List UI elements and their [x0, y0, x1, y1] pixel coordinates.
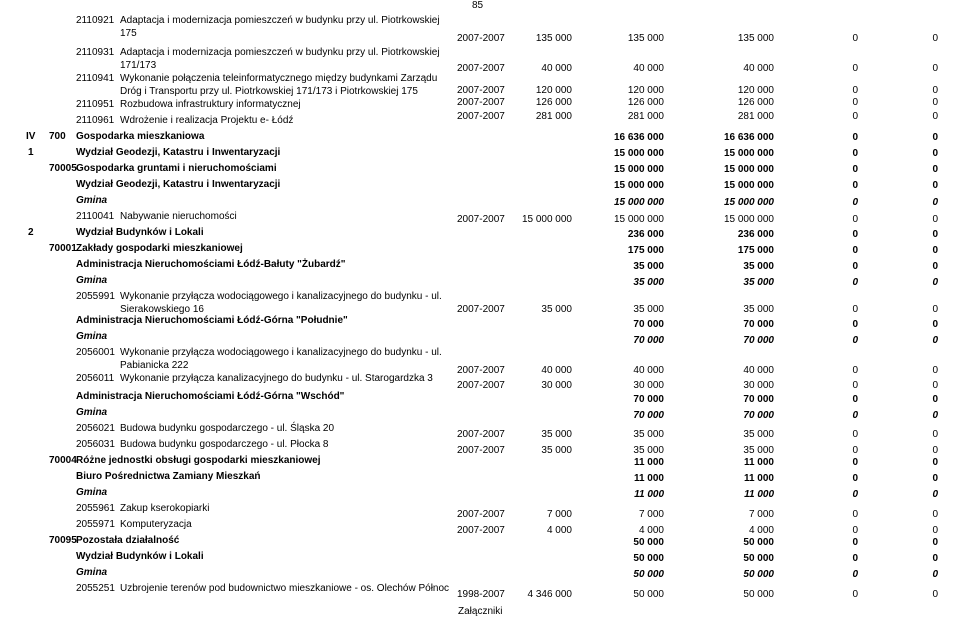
amount-c5: 0 — [932, 164, 938, 175]
amount-c5: 0 — [932, 180, 938, 191]
table-row — [0, 438, 960, 456]
amount-c2: 120 000 — [627, 85, 664, 96]
page-footer: Załączniki — [458, 606, 503, 617]
task-code: 2110951 — [76, 99, 115, 110]
row-label: Gmina — [76, 407, 108, 418]
amount-c4: 0 — [852, 569, 858, 580]
amount-c1: 35 000 — [541, 304, 572, 315]
amount-c3: 50 000 — [743, 569, 774, 580]
amount-c3: 120 000 — [737, 85, 774, 96]
amount-c2: 15 000 000 — [613, 164, 664, 175]
amount-c2: 281 000 — [627, 111, 664, 122]
amount-c1: 40 000 — [541, 63, 572, 74]
amount-c5: 0 — [932, 277, 938, 288]
amount-c3: 7 000 — [748, 509, 774, 520]
amount-c2: 50 000 — [633, 569, 664, 580]
amount-c4: 0 — [852, 365, 858, 376]
amount-c2: 40 000 — [633, 63, 664, 74]
amount-c4: 0 — [852, 319, 858, 330]
amount-c3: 4 000 — [748, 525, 774, 536]
row-label: Wydział Geodezji, Katastru i Inwentaryzacji — [76, 147, 281, 158]
amount-c4: 0 — [852, 229, 858, 240]
table-row — [0, 258, 960, 272]
table-row — [0, 566, 960, 580]
classification-code: 70004 — [49, 455, 77, 466]
table-row — [0, 72, 960, 97]
amount-c4: 0 — [852, 537, 858, 548]
amount-c2: 236 000 — [627, 229, 664, 240]
classification-code: 70005 — [49, 163, 77, 174]
task-description: Nabywanie nieruchomości — [120, 211, 237, 222]
task-description-cont: Sierakowskiego 16 — [120, 304, 204, 315]
task-code: 2055991 — [76, 291, 115, 302]
amount-c1: 4 000 — [546, 525, 572, 536]
amount-c5: 0 — [932, 380, 938, 391]
amount-c5: 0 — [932, 132, 938, 143]
task-code: 2110961 — [76, 115, 115, 126]
amount-c4: 0 — [852, 445, 858, 456]
period: 2007-2007 — [457, 380, 505, 391]
amount-c4: 0 — [852, 589, 858, 600]
amount-c3: 281 000 — [737, 111, 774, 122]
row-label: Administracja Nieruchomościami Łódź-Górna "Wschód" — [76, 391, 345, 402]
period: 2007-2007 — [457, 429, 505, 440]
amount-c3: 236 000 — [737, 229, 774, 240]
amount-c2: 70 000 — [633, 335, 664, 346]
amount-c5: 0 — [932, 111, 938, 122]
row-label: Wydział Budynków i Lokali — [76, 227, 204, 238]
amount-c5: 0 — [932, 509, 938, 520]
table-row — [0, 274, 960, 288]
amount-c4: 0 — [852, 429, 858, 440]
amount-c3: 15 000 000 — [723, 197, 774, 208]
table-row — [0, 194, 960, 208]
table-row — [0, 330, 960, 346]
amount-c3: 15 000 000 — [723, 164, 774, 175]
amount-c2: 35 000 — [633, 445, 664, 456]
amount-c4: 0 — [852, 180, 858, 191]
table-row — [0, 372, 960, 391]
amount-c5: 0 — [932, 85, 938, 96]
table-row — [0, 518, 960, 536]
amount-c4: 0 — [852, 553, 858, 564]
row-label: Gospodarka gruntami i nieruchomościami — [76, 163, 277, 174]
amount-c4: 0 — [852, 63, 858, 74]
amount-c2: 15 000 000 — [613, 214, 664, 225]
amount-c2: 11 000 — [634, 489, 664, 500]
amount-c2: 35 000 — [633, 261, 664, 272]
amount-c5: 0 — [932, 335, 938, 346]
task-description: Budowa budynku gospodarczego - ul. Śląska 20 — [120, 423, 335, 434]
amount-c4: 0 — [852, 509, 858, 520]
amount-c1: 40 000 — [541, 365, 572, 376]
task-code: 2110921 — [76, 15, 115, 26]
task-description: Wykonanie przyłącza wodociągowego i kanalizacyjnego do budynku - ul. — [120, 347, 442, 358]
amount-c3: 11 000 — [743, 457, 774, 468]
task-description-cont: 175 — [120, 28, 137, 39]
row-label: Biuro Pośrednictwa Zamiany Mieszkań — [76, 471, 261, 482]
period: 2007-2007 — [457, 304, 505, 315]
amount-c4: 0 — [852, 85, 858, 96]
amount-c4: 0 — [852, 473, 858, 484]
task-description: Adaptacja i modernizacja pomieszczeń w budynku przy ul. Piotrkowskiej — [120, 47, 440, 58]
table-row — [0, 146, 960, 159]
row-label: Gmina — [76, 275, 108, 286]
task-description: Rozbudowa infrastruktury informatycznej — [120, 99, 301, 110]
amount-c2: 135 000 — [627, 33, 664, 44]
table-row — [0, 486, 960, 500]
amount-c3: 35 000 — [743, 304, 774, 315]
classification-code: 700 — [49, 131, 66, 142]
amount-c3: 35 000 — [743, 261, 774, 272]
row-label: Wydział Budynków i Lokali — [76, 551, 204, 562]
table-row — [0, 290, 960, 315]
amount-c3: 15 000 000 — [723, 214, 774, 225]
row-label: Zakłady gospodarki mieszkaniowej — [76, 243, 243, 254]
task-code: 2056001 — [76, 347, 115, 358]
table-row — [0, 502, 960, 520]
row-label: Różne jednostki obsługi gospodarki mieszkaniowej — [76, 455, 321, 466]
task-description-cont: 171/173 — [120, 60, 157, 71]
table-row — [0, 97, 960, 110]
amount-c1: 4 346 000 — [527, 589, 572, 600]
amount-c3: 15 000 000 — [723, 148, 774, 159]
amount-c4: 0 — [852, 164, 858, 175]
amount-c1: 35 000 — [541, 445, 572, 456]
task-code: 2110941 — [76, 73, 115, 84]
task-description-cont: Dróg i Transportu przy ul. Piotrkowskiej 171/173 i Piotrkowskiej 175 — [120, 86, 418, 97]
amount-c1: 135 000 — [535, 33, 572, 44]
amount-c5: 0 — [932, 319, 938, 330]
table-row — [0, 406, 960, 421]
task-description-cont: Pabianicka 222 — [120, 360, 189, 371]
amount-c2: 30 000 — [633, 380, 664, 391]
table-row — [0, 226, 960, 240]
amount-c3: 35 000 — [743, 277, 774, 288]
amount-c4: 0 — [852, 525, 858, 536]
amount-c1: 15 000 000 — [521, 214, 572, 225]
row-label: Administracja Nieruchomościami Łódź-Bałuty "Żubardź" — [76, 259, 346, 270]
amount-c4: 0 — [852, 277, 858, 288]
amount-c5: 0 — [932, 229, 938, 240]
amount-c3: 175 000 — [737, 245, 774, 256]
period: 2007-2007 — [457, 525, 505, 536]
amount-c5: 0 — [932, 261, 938, 272]
amount-c4: 0 — [852, 335, 858, 346]
amount-c3: 70 000 — [743, 335, 774, 346]
amount-c3: 11 000 — [743, 473, 774, 484]
amount-c5: 0 — [932, 148, 938, 159]
row-label: Gmina — [76, 487, 108, 498]
amount-c2: 50 000 — [633, 537, 664, 548]
task-code: 2110931 — [76, 47, 115, 58]
amount-c2: 175 000 — [627, 245, 664, 256]
amount-c3: 135 000 — [737, 33, 774, 44]
table-row — [0, 454, 960, 468]
row-label: Gmina — [76, 195, 108, 206]
amount-c5: 0 — [932, 569, 938, 580]
amount-c1: 281 000 — [535, 111, 572, 122]
period: 2007-2007 — [457, 509, 505, 520]
table-row — [0, 390, 960, 405]
period: 2007-2007 — [457, 33, 505, 44]
classification-code: 70095 — [49, 535, 77, 546]
amount-c2: 35 000 — [633, 429, 664, 440]
row-label: Wydział Geodezji, Katastru i Inwentaryzacji — [76, 179, 281, 190]
amount-c5: 0 — [932, 214, 938, 225]
amount-c4: 0 — [852, 33, 858, 44]
amount-c4: 0 — [852, 410, 858, 421]
amount-c3: 70 000 — [743, 410, 774, 421]
amount-c2: 70 000 — [633, 319, 664, 330]
period: 2007-2007 — [457, 445, 505, 456]
amount-c4: 0 — [852, 394, 858, 405]
task-code: 2056011 — [76, 373, 115, 384]
amount-c3: 15 000 000 — [723, 180, 774, 191]
amount-c5: 0 — [932, 537, 938, 548]
period: 2007-2007 — [457, 365, 505, 376]
amount-c5: 0 — [932, 97, 938, 108]
amount-c5: 0 — [932, 525, 938, 536]
amount-c3: 126 000 — [737, 97, 774, 108]
task-code: 2056021 — [76, 423, 115, 434]
amount-c3: 40 000 — [743, 365, 774, 376]
amount-c5: 0 — [932, 197, 938, 208]
amount-c2: 4 000 — [638, 525, 664, 536]
amount-c3: 50 000 — [743, 553, 774, 564]
amount-c2: 11 000 — [633, 473, 664, 484]
row-label: Gmina — [76, 331, 108, 342]
amount-c1: 35 000 — [541, 429, 572, 440]
amount-c4: 0 — [852, 261, 858, 272]
amount-c5: 0 — [932, 394, 938, 405]
amount-c5: 0 — [932, 553, 938, 564]
table-row — [0, 130, 960, 143]
task-description: Budowa budynku gospodarczego - ul. Płocka 8 — [120, 439, 329, 450]
amount-c5: 0 — [932, 429, 938, 440]
amount-c1: 30 000 — [541, 380, 572, 391]
amount-c5: 0 — [932, 245, 938, 256]
amount-c5: 0 — [932, 457, 938, 468]
table-row — [0, 534, 960, 548]
amount-c3: 35 000 — [743, 445, 774, 456]
period: 2007-2007 — [457, 85, 505, 96]
amount-c3: 30 000 — [743, 380, 774, 391]
amount-c1: 7 000 — [546, 509, 572, 520]
table-row — [0, 162, 960, 175]
table-row — [0, 582, 960, 600]
table-row — [0, 550, 960, 564]
task-code: 2110041 — [76, 211, 115, 222]
section-level: IV — [26, 131, 36, 142]
amount-c5: 0 — [932, 33, 938, 44]
classification-code: 70001 — [49, 243, 77, 254]
amount-c5: 0 — [932, 304, 938, 315]
amount-c4: 0 — [852, 197, 858, 208]
table-row — [0, 470, 960, 484]
amount-c2: 35 000 — [633, 277, 664, 288]
amount-c4: 0 — [852, 245, 858, 256]
amount-c2: 70 000 — [633, 394, 664, 405]
page-number: 85 — [472, 0, 484, 11]
amount-c4: 0 — [852, 457, 858, 468]
table-row — [0, 111, 960, 126]
task-description: Adaptacja i modernizacja pomieszczeń w budynku przy ul. Piotrkowskiej — [120, 15, 440, 26]
table-row — [0, 422, 960, 440]
amount-c2: 15 000 000 — [613, 180, 664, 191]
task-code: 2056031 — [76, 439, 115, 450]
table-row — [0, 346, 960, 376]
task-description: Zakup kserokopiarki — [120, 503, 210, 514]
task-description: Wykonanie połączenia teleinformatycznego między budynkami Zarządu — [120, 73, 438, 84]
table-row — [0, 178, 960, 191]
amount-c4: 0 — [852, 111, 858, 122]
period: 2007-2007 — [457, 111, 505, 122]
amount-c2: 16 636 000 — [613, 132, 664, 143]
amount-c3: 35 000 — [743, 429, 774, 440]
amount-c4: 0 — [852, 214, 858, 225]
row-label: Gmina — [76, 567, 108, 578]
unit-number: 2 — [28, 227, 34, 238]
row-label: Pozostała działalność — [76, 535, 180, 546]
period: 2007-2007 — [457, 63, 505, 74]
amount-c4: 0 — [852, 304, 858, 315]
row-label: Administracja Nieruchomościami Łódź-Górna "Południe" — [76, 315, 348, 326]
amount-c3: 16 636 000 — [723, 132, 774, 143]
task-code: 2055251 — [76, 583, 115, 594]
period: 2007-2007 — [457, 214, 505, 225]
task-description: Wykonanie przyłącza wodociągowego i kanalizacyjnego do budynku - ul. — [120, 291, 442, 302]
table-row — [0, 210, 960, 225]
amount-c5: 0 — [932, 473, 938, 484]
amount-c5: 0 — [932, 410, 938, 421]
amount-c2: 50 000 — [633, 553, 664, 564]
amount-c5: 0 — [932, 445, 938, 456]
amount-c3: 50 000 — [743, 589, 774, 600]
amount-c4: 0 — [852, 148, 858, 159]
amount-c2: 11 000 — [633, 457, 664, 468]
table-row — [0, 242, 960, 256]
task-description: Wykonanie przyłącza kanalizacyjnego do budynku - ul. Starogardzka 3 — [120, 373, 433, 384]
amount-c4: 0 — [852, 489, 858, 500]
task-code: 2055971 — [76, 519, 115, 530]
amount-c3: 70 000 — [743, 394, 774, 405]
amount-c5: 0 — [932, 365, 938, 376]
task-description: Uzbrojenie terenów pod budownictwo mieszkaniowe - os. Olechów Północ — [120, 583, 450, 594]
amount-c3: 40 000 — [743, 63, 774, 74]
amount-c1: 120 000 — [535, 85, 572, 96]
amount-c4: 0 — [852, 380, 858, 391]
amount-c2: 15 000 000 — [613, 148, 664, 159]
table-row — [0, 46, 960, 74]
unit-number: 1 — [28, 147, 34, 158]
period: 1998-2007 — [457, 589, 505, 600]
amount-c3: 70 000 — [743, 319, 774, 330]
amount-c1: 126 000 — [535, 97, 572, 108]
row-label: Gospodarka mieszkaniowa — [76, 131, 205, 142]
amount-c2: 70 000 — [633, 410, 664, 421]
task-code: 2055961 — [76, 503, 115, 514]
table-row — [0, 314, 960, 330]
amount-c5: 0 — [932, 489, 938, 500]
amount-c2: 7 000 — [638, 509, 664, 520]
amount-c5: 0 — [932, 589, 938, 600]
task-description: Wdrożenie i realizacja Projektu e- Łódź — [120, 115, 294, 126]
amount-c4: 0 — [852, 132, 858, 143]
amount-c3: 50 000 — [743, 537, 774, 548]
amount-c2: 15 000 000 — [613, 197, 664, 208]
amount-c3: 11 000 — [744, 489, 774, 500]
amount-c2: 50 000 — [633, 589, 664, 600]
amount-c2: 40 000 — [633, 365, 664, 376]
amount-c5: 0 — [932, 63, 938, 74]
table-row — [0, 14, 960, 44]
amount-c4: 0 — [852, 97, 858, 108]
task-description: Komputeryzacja — [120, 519, 192, 530]
period: 2007-2007 — [457, 97, 505, 108]
amount-c2: 35 000 — [633, 304, 664, 315]
amount-c2: 126 000 — [627, 97, 664, 108]
